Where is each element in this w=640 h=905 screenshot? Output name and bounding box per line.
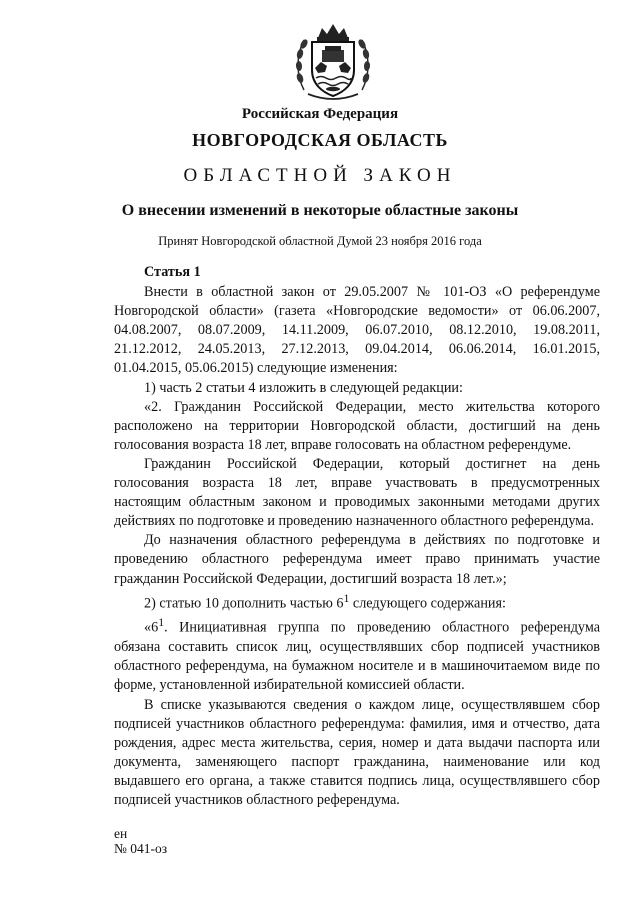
article-heading: Статья 1: [144, 264, 201, 280]
part-6-1-superscript: 1: [158, 615, 165, 630]
law-body: [114, 263, 600, 810]
paragraph-item-1: 1) часть 2 статьи 4 изложить в следующей редакции:: [144, 379, 463, 396]
region-heading: НОВГОРОДСКАЯ ОБЛАСТЬ: [192, 130, 448, 150]
paragraph-citizen-18: Гражданин Российской Федерации, который достигнет на день голосования возраста 18 лет, вправе участвовать в предусмотренных настоящим областным законом и проводимых законными методами других действиях по подготовке и проведению назначенного областного референдума.: [114, 455, 600, 530]
footer-doc-number: № 041-оз: [114, 841, 168, 856]
country-heading: Российская Федерация: [241, 106, 399, 122]
footer-initials: ен: [114, 826, 128, 841]
adoption-note: Принят Новгородской областной Думой 23 ноября 2016 года: [158, 234, 482, 248]
item-2-text-end: следующего содержания:: [349, 595, 506, 612]
paragraph-item-2: [114, 589, 600, 614]
footer: [114, 826, 167, 856]
part-6-1-number: «6: [144, 620, 159, 637]
paragraph-part-2: «2. Гражданин Российской Федерации, место жительства которого расположено на территории Новгородской области, достигший на день голосования возраста 18 лет, вправе голосовать на областном референдуме.: [114, 398, 600, 453]
part-6-1-text: . Инициативная группа по проведению областного референдума обязана составить список лиц, осуществлявших сбор подписей участников областного референдума, на бумажном носителе и в машиночитаемом виде по форме, установленной избирательной комиссией области.: [114, 620, 600, 694]
coat-of-arms-icon: [294, 20, 372, 100]
document-type-heading: ОБЛАСТНОЙ ЗАКОН: [183, 165, 457, 186]
paragraph-list-details: В списке указываются сведения о каждом лице, осуществлявшем сбор подписей участников областного референдума: фамилия, имя и отчество, дата рождения, адрес места жительства, серия, номер и дата выдачи паспорта или документа, заменяющего паспорт гражданина, наименование или код выдавшего его органа, а также ставится подпись лица, осуществлявшего сбор подписей участников областного референдума.: [114, 696, 600, 808]
item-2-text: 2) статью 10 дополнить частью 6: [144, 595, 344, 612]
paragraph-intro: Внести в областной закон от 29.05.2007 № 101-ОЗ «О референдуме Новгородской области» (газета «Новгородские ведомости» от 06.06.2007, 04.08.2007, 08.07.2009, 14.11.2009, 06.07.2010, 08.12.2010, 19.08.2011, 21.12.2012, 24.05.2013, 27.12.2013, 09.04.2014, 06.06.2014, 16.01.2015, 01.04.2015, 05.06.2015) следующие изменения:: [114, 284, 600, 377]
paragraph-before-appointment: До назначения областного референдума в действиях по подготовке и проведению областного референдума имеет право принимать участие гражданин Российской Федерации, достигший возраста 18 лет.»;: [114, 532, 600, 587]
law-title: О внесении изменений в некоторые областные законы: [121, 202, 519, 219]
item-2-superscript: 1: [343, 590, 350, 605]
paragraph-part-6-1: [114, 613, 600, 695]
